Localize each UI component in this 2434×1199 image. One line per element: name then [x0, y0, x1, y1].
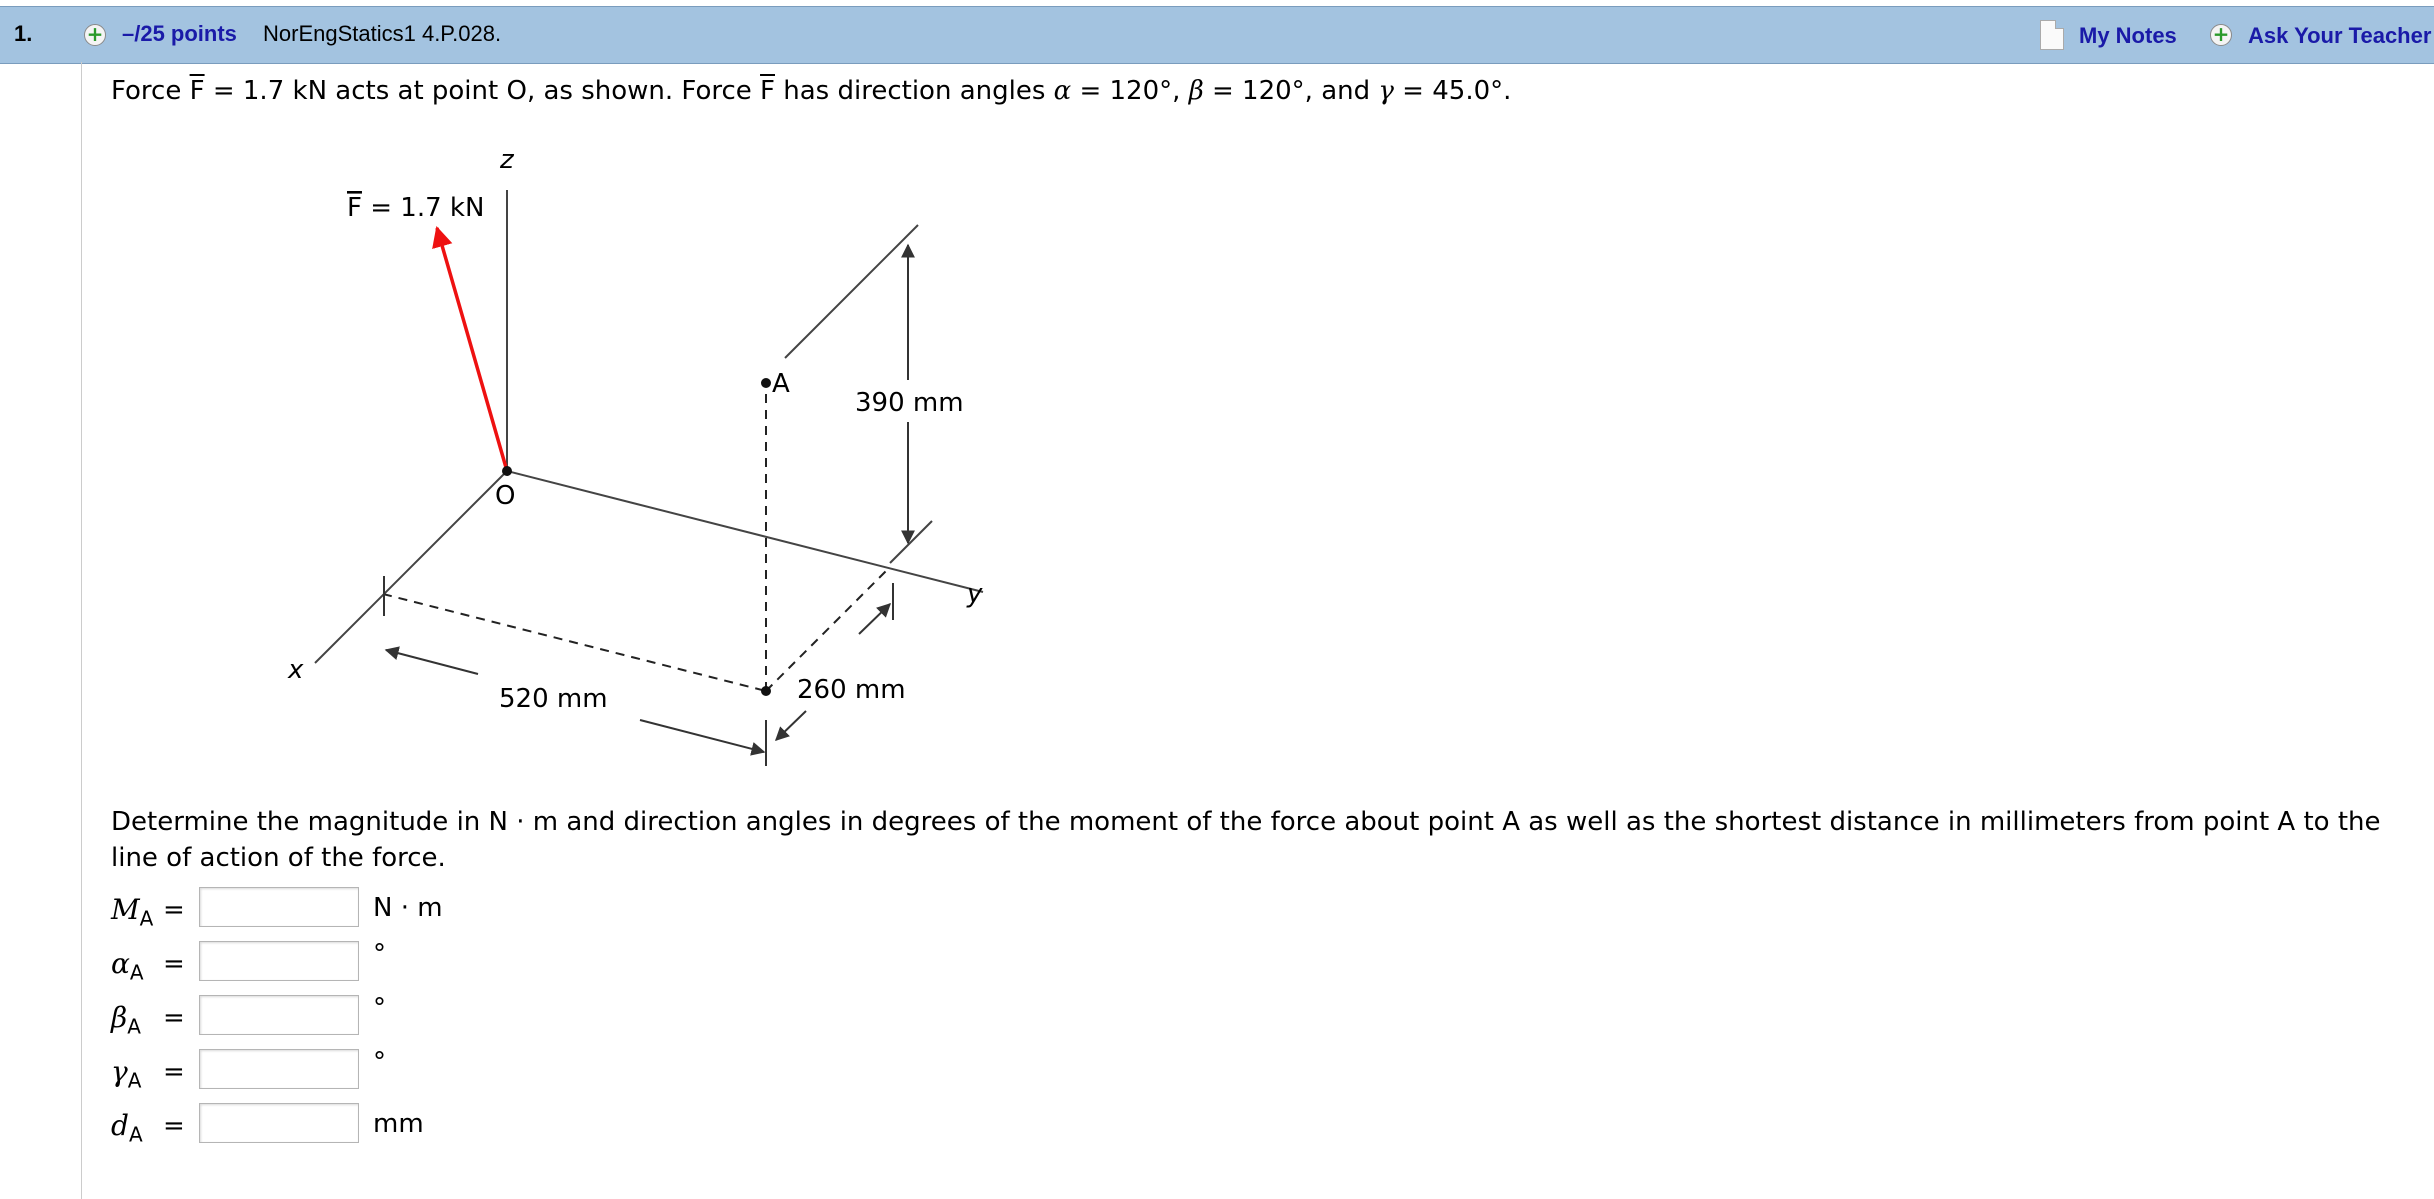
force-label-symbol: F — [347, 193, 362, 223]
beta-a-unit: ° — [373, 993, 386, 1023]
moment-label: $M_A$ — [111, 893, 154, 931]
points-label: –/25 points — [122, 21, 237, 46]
notes-page-icon[interactable] — [2040, 20, 2064, 50]
expand-plus-icon[interactable]: + — [84, 24, 106, 46]
dashed-x-projection — [383, 594, 766, 691]
moment-input[interactable] — [199, 887, 359, 927]
distance-label: $d_A$ — [111, 1109, 143, 1147]
beta-value: = 120°, and — [1203, 76, 1379, 106]
question-id: NorEngStatics1 4.P.028. — [263, 21, 502, 46]
x-axis-label: x — [288, 655, 304, 685]
dim-260-label: 260 mm — [797, 675, 906, 705]
my-notes-link[interactable]: My Notes — [2079, 23, 2177, 48]
dim-390-label: 390 mm — [855, 388, 964, 418]
y-axis-line — [507, 471, 983, 592]
point-a-dot — [761, 378, 771, 388]
alpha-a-label: $\alpha_A$ — [111, 947, 144, 985]
dashed-y-projection — [766, 569, 888, 691]
force-diagram — [270, 140, 1030, 780]
question-number: 1. — [14, 21, 33, 46]
gamma-value: = 45.0°. — [1393, 76, 1512, 106]
force-symbol: $\overline{F}$ — [189, 76, 205, 106]
beta-symbol: β — [1188, 76, 1204, 106]
beta-a-input[interactable] — [199, 995, 359, 1035]
equals-sign: = — [163, 1003, 185, 1033]
dim-260-arrow-up — [859, 604, 890, 634]
question-prompt: Determine the magnitude in N · m and direction angles in degrees of the moment of the force about point A as well as the shortest distance in millimeters from point A to the line of action of the force. — [111, 807, 2381, 873]
gamma-a-label: $\gamma_A$ — [111, 1055, 142, 1093]
force-label — [347, 193, 484, 223]
distance-input[interactable] — [199, 1103, 359, 1143]
intro-text-2: has direction angles — [775, 76, 1054, 106]
equals-sign: = — [163, 1057, 185, 1087]
gamma-symbol: γ — [1378, 76, 1394, 106]
equals-sign: = — [163, 949, 185, 979]
force-arrow — [437, 228, 507, 471]
question-header-bar — [0, 6, 2434, 64]
content-left-rule — [81, 62, 82, 1199]
distance-unit: mm — [373, 1109, 424, 1139]
dim-520-arrow-right — [640, 720, 764, 752]
point-a-label: A — [772, 369, 790, 399]
dim-520-arrow-left — [386, 650, 478, 674]
dim-520-label: 520 mm — [499, 684, 608, 714]
problem-statement: Force $\overline{F} = 1.7$ kN acts at point O, as shown. Force $\overline{F}$ has direction angles α = 120°, β = 120°, and γ = 45.0°. — [111, 76, 1512, 106]
moment-unit: N · m — [373, 893, 443, 923]
ref-line-top — [785, 225, 918, 358]
gamma-a-input[interactable] — [199, 1049, 359, 1089]
x-axis-line — [315, 471, 507, 663]
equals-sign: = — [163, 895, 185, 925]
equals-sign: = — [163, 1111, 185, 1141]
intro-text-1: = 1.7 kN acts at point O, as shown. Force — [204, 76, 761, 106]
ref-line-y — [890, 521, 932, 563]
point-a-base-dot — [761, 686, 771, 696]
point-o-dot — [502, 466, 512, 476]
ask-teacher-link[interactable]: Ask Your Teacher — [2248, 23, 2432, 48]
dim-260-arrow-down — [776, 711, 806, 740]
alpha-value: = 120°, — [1071, 76, 1189, 106]
point-o-label: O — [495, 481, 516, 511]
y-axis-label: y — [967, 579, 983, 609]
force-label-value: = 1.7 kN — [361, 193, 485, 223]
alpha-symbol: α — [1053, 76, 1072, 106]
force-symbol-2: $\overline{F}$ — [760, 76, 775, 106]
z-axis-label: z — [500, 145, 514, 175]
alpha-a-unit: ° — [373, 939, 386, 969]
ask-teacher-plus-icon[interactable]: + — [2210, 24, 2232, 46]
beta-a-label: $\beta_A$ — [111, 1001, 141, 1039]
gamma-a-unit: ° — [373, 1047, 386, 1077]
alpha-a-input[interactable] — [199, 941, 359, 981]
